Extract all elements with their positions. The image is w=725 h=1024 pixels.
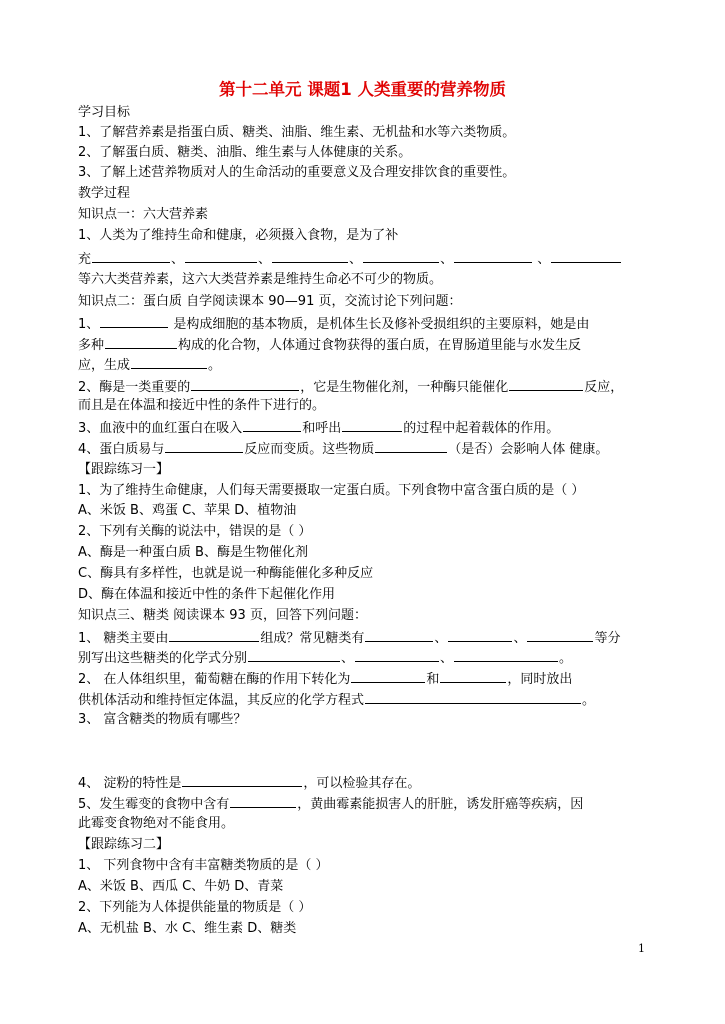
line-text: 1、 糖类主要由 (78, 631, 169, 646)
text-line (78, 103, 130, 123)
text-line (78, 334, 581, 356)
line-text: 3、血液中的血红蛋白在吸入 (78, 421, 243, 436)
line-text: 、 (440, 651, 454, 666)
answer-blank[interactable] (342, 417, 402, 432)
line-text: 知识点一：六大营养素 (78, 207, 209, 222)
text-line (78, 793, 583, 815)
text-line (78, 481, 584, 501)
text-line (78, 710, 246, 730)
line-text: 5、发生霉变的食物中含有 (78, 797, 230, 812)
line-text: 而且是在体温和接近中性的条件下进行的。 (78, 398, 326, 413)
line-text: 2、下列能为人体提供能量的物质是（ ） (78, 900, 312, 915)
text-line (78, 522, 311, 542)
answer-blank[interactable] (355, 647, 439, 662)
page-number: 1 (638, 942, 645, 955)
line-text: 1、 下列食物中含有丰富糖类物质的是（ ） (78, 858, 329, 873)
line-text: 学习目标 (78, 105, 131, 120)
answer-blank[interactable] (454, 647, 558, 662)
line-text: 、 (513, 631, 527, 646)
text-line (78, 814, 234, 834)
text-line (78, 919, 296, 939)
answer-blank[interactable] (375, 438, 447, 453)
text-line (78, 606, 367, 626)
line-text: 2、 在人体组织里，葡萄糖在酶的作用下转化为 (78, 672, 351, 687)
answer-blank[interactable] (365, 627, 433, 642)
text-line (78, 376, 623, 398)
line-text: 2、了解蛋白质、糖类、油脂、维生素与人体健康的关系。 (78, 145, 412, 160)
line-text: （是否）会影响人体 健康。 (448, 442, 609, 457)
answer-blank[interactable] (105, 334, 177, 349)
line-text: 【跟踪练习一】 (78, 462, 170, 477)
answer-blank[interactable] (351, 668, 425, 683)
line-text: 、 (171, 252, 185, 267)
answer-blank[interactable] (365, 689, 581, 704)
answer-blank[interactable] (551, 248, 621, 263)
line-text: 3、 富含糖类的物质有哪些？ (78, 712, 247, 727)
text-line (78, 585, 335, 605)
line-text: 1、了解营养素是指蛋白质、糖类、油脂、维生素、无机盐和水等六类物质。 (78, 125, 516, 140)
line-text: ，同时放出 (507, 672, 573, 687)
text-line (78, 668, 572, 690)
text-line (78, 292, 461, 312)
text-line (78, 248, 622, 270)
line-text: 反应， (584, 380, 624, 395)
text-line (78, 877, 283, 897)
answer-blank[interactable] (185, 248, 257, 263)
text-line (78, 501, 296, 521)
line-text: 组成？常见糖类有 (260, 631, 365, 646)
answer-blank[interactable] (182, 772, 302, 787)
answer-blank[interactable] (363, 248, 439, 263)
text-line (78, 313, 589, 335)
line-text: A、米饭 B、鸡蛋 C、苹果 D、植物油 (78, 503, 297, 518)
line-text: 和呼出 (302, 421, 342, 436)
line-text: 4、 淀粉的特性是 (78, 776, 182, 791)
answer-blank[interactable] (248, 647, 340, 662)
line-text: D、酶在体温和接近中性的条件下起催化作用 (78, 587, 336, 602)
line-text: 1、人类为了维持生命和健康，必须摄入食物，是为了补 (78, 228, 399, 243)
answer-blank[interactable] (100, 313, 168, 328)
line-text: ，可以检验其存在。 (303, 776, 421, 791)
line-text: ，它是生物催化剂，一种酶只能催化 (300, 380, 509, 395)
document-title: 第十二单元 课题1 人类重要的营养物质 (219, 80, 506, 99)
line-text: C、酶具有多样性，也就是说一种酶能催化多种反应 (78, 566, 374, 581)
line-text: 知识点三、糖类 阅读课本 93 页，回答下列问题： (78, 608, 367, 623)
line-text: 2、酶是一类重要的 (78, 380, 191, 395)
answer-blank[interactable] (131, 354, 207, 369)
text-line (78, 417, 559, 439)
line-text: 1、 (78, 317, 100, 332)
line-text: 【跟踪练习二】 (78, 837, 170, 852)
text-line (78, 143, 411, 163)
line-text: 。 (208, 358, 222, 373)
text-line (78, 543, 308, 563)
line-text: 、 (349, 252, 363, 267)
line-text: 4、蛋白质易与 (78, 442, 165, 457)
line-text: 、 (440, 252, 454, 267)
text-line (78, 564, 373, 584)
answer-blank[interactable] (440, 668, 506, 683)
text-line (78, 123, 515, 143)
line-text: 充 (78, 252, 92, 267)
line-text: 。 (559, 651, 573, 666)
line-text: 反应而变质。这些物质 (244, 442, 375, 457)
answer-blank[interactable] (448, 627, 512, 642)
line-text: A、无机盐 B、水 C、维生素 D、糖类 (78, 921, 297, 936)
line-text: 应，生成 (78, 358, 131, 373)
line-text: 的过程中起着载体的作用。 (403, 421, 560, 436)
line-text: A、米饭 B、西瓜 C、牛奶 D、青菜 (78, 879, 284, 894)
answer-blank[interactable] (454, 248, 532, 263)
text-line (78, 647, 572, 669)
line-text: A、酶是一种蛋白质 B、酶是生物催化剂 (78, 545, 308, 560)
line-text: 2、下列有关酶的说法中，错误的是（ ） (78, 524, 312, 539)
text-line (78, 627, 620, 649)
line-text: 、 (533, 252, 551, 267)
line-text: 是构成细胞的基本物质，是机体生长及修补受损组织的主要原料，她是由 (169, 317, 590, 332)
line-text: 等分 (594, 631, 621, 646)
answer-blank[interactable] (272, 248, 348, 263)
line-text: 、 (434, 631, 448, 646)
line-text: 。 (582, 693, 596, 708)
answer-blank[interactable] (92, 248, 170, 263)
answer-blank[interactable] (230, 793, 296, 808)
text-line (78, 396, 325, 416)
answer-blank[interactable] (509, 376, 583, 391)
line-text: ，黄曲霉素能损害人的肝脏，诱发肝癌等疾病，因 (297, 797, 584, 812)
line-text: 等六大类营养素，这六大类营养素是维持生命必不可少的物质。 (78, 272, 443, 287)
text-line (78, 270, 442, 290)
text-line (78, 835, 169, 855)
line-text: 3、了解上述营养物质对人的生命活动的重要意义及合理安排饮食的重要性。 (78, 165, 516, 180)
line-text: 别写出这些糖类的化学式分别 (78, 651, 248, 666)
line-text: 、 (341, 651, 355, 666)
line-text: 教学过程 (78, 186, 131, 201)
text-line (78, 438, 608, 460)
text-line (78, 898, 311, 918)
text-line (78, 163, 515, 183)
text-line (78, 689, 595, 711)
text-line (78, 460, 169, 480)
answer-blank[interactable] (191, 376, 299, 391)
line-text: 多种 (78, 338, 105, 353)
line-text: 1、为了维持生命健康，人们每天需要摄取一定蛋白质。下列食物中富含蛋白质的是（ ） (78, 483, 585, 498)
line-text: 供机体活动和维持恒定体温，其反应的化学方程式 (78, 693, 365, 708)
line-text: 构成的化合物，人体通过食物获得的蛋白质，在胃肠道里能与水发生反 (178, 338, 582, 353)
line-text: 此霉变食物绝对不能食用。 (78, 816, 235, 831)
text-line (78, 226, 398, 246)
text-line (78, 856, 329, 876)
line-text: 、 (258, 252, 272, 267)
text-line (78, 772, 420, 794)
text-line (78, 205, 208, 225)
line-text: 和 (426, 672, 440, 687)
answer-blank[interactable] (169, 627, 259, 642)
answer-blank[interactable] (527, 627, 593, 642)
line-text: 知识点二：蛋白质 自学阅读课本 90—91 页，交流讨论下列问题： (78, 294, 462, 309)
text-line (78, 354, 221, 376)
answer-blank[interactable] (165, 438, 243, 453)
text-line (78, 184, 130, 204)
answer-blank[interactable] (243, 417, 301, 432)
